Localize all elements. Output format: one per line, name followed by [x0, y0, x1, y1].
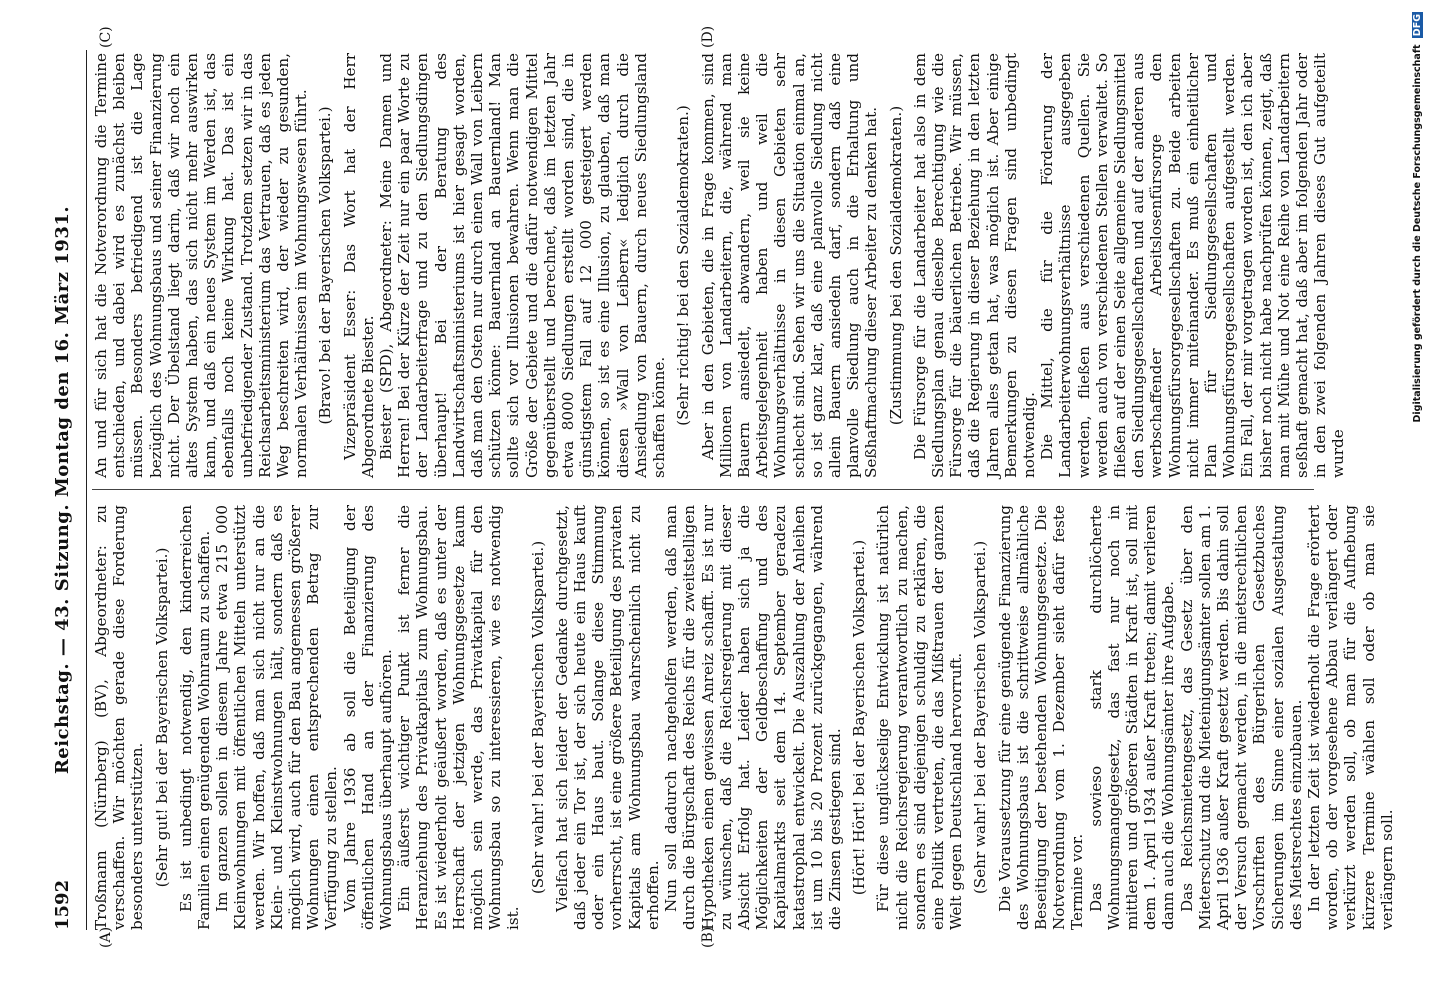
paragraph: Vielfach hat sich leider der Gedanke durchgesetzt, daß jeder ein Tor ist, der sich heute ein Haus kauft oder ein Haus baut. Solange diese Stimmung vorherrscht, ist eine größere Beteiligung des privaten Kapitals am Wohnungsbau wahrscheinlich nicht zu erhoffen. — [552, 505, 662, 930]
interjection: (Sehr wahr! bei der Bayerischen Volkspartei.) — [528, 540, 547, 895]
paragraph: In der letzten Zeit ist wiederholt die Frage erörtert worden, ob der vorgesehene Abbau verlängert oder verkürzt werden soll, ob man für die Aufhebung kürzere Termine wählen soll oder ob man sie verlängern soll. — [1305, 505, 1396, 930]
page-header — [52, 50, 78, 930]
margin-mark-a: (A) — [98, 926, 114, 948]
paragraph: Vom Jahre 1936 ab soll die Beteiligung der öffentlichen Hand an der Finanzierung des Wohnungsbaus überhaupt aufhören. — [340, 505, 396, 930]
margin-mark-b: (B) — [700, 926, 716, 948]
paragraph: Ein äußerst wichtiger Punkt ist ferner die Heranziehung des Privatkapitals zum Wohnungsbau. Es ist wiederholt geäußert worden, daß es unter der Herrschaft der jetzigen Wohnungsgesetze kaum möglich sein werde, das Privatkapital für den Wohnungsbau so zu interessieren, wie es notwendig ist. — [395, 505, 523, 930]
margin-mark-d: (D) — [700, 25, 716, 48]
paragraph: Die Mittel, die für die Förderung der Landarbeiterwohnungsverhältnisse ausgegeben werden, fließen aus verschiedenen Quellen. Sie werden auch von verschiedenen Stellen verwaltet. So fließen auf der einen Seite allgemeine Siedlungsmittel den Siedlungsgesellschaften und auf der anderen aus werbschaffender Arbeitslosenfürsorge den Wohnungsfürsorgegesellschaften zu. Beide arbeiten nicht immer miteinander. Es muß ein einheitlicher Plan für Siedlungsgesellschaften und Wohnungsfürsorgegesellschaften aufgestellt werden. Ein Fall, der mir vorgetragen worden ist, den ich aber bisher noch nicht habe nachprüfen können, zeigt, daß man mit Mühe und Not eine Reihe von Landarbeitern seßhaft gemacht hat, daß aber im folgenden Jahr oder in den zwei folgenden Jahren dieses Gut aufgeteilt wurde — [1038, 53, 1348, 478]
header-rule — [86, 50, 87, 930]
page-number: 1592 — [52, 879, 73, 930]
digitization-note — [1412, 12, 1426, 986]
paragraph: Aber in den Gebieten, die in Frage kommen, sind Millionen von Landarbeitern, die, während man Bauern ansiedelt, abwandern, weil sie keine Arbeitsgelegenheit haben und weil die Wohnungsverhältnisse in diesen Gebieten sehr schlecht sind. Sehen wir uns die Situation einmal an, so ist ganz klar, daß eine planvolle Siedlung nicht allein Bauern ansiedeln darf, sondern daß eine planvolle Siedlung auch in die Erhaltung und Seßhaftmachung dieser Arbeiter zu denken hat. — [698, 53, 881, 478]
interjection: (Sehr wahr! bei der Bayerischen Volkspartei.) — [971, 540, 990, 895]
paragraph: Nun soll dadurch nachgeholfen werden, daß man durch die Bürgschaft des Reichs für die zweitstelligen Hypotheken einen gewissen Anreiz schafft. Es ist nur zu wünschen, daß die Reichsregierung mit dieser Absicht Erfolg hat. Leider haben sich ja die Möglichkeiten der Geldbeschaffung und des Kapitalmarkts seit dem 14. September geradezu katastrophal entwickelt. Die Auszahlung der Anleihen ist um 10 bis 20 Prozent zurückgegangen, während die Zinsen gestiegen sind. — [662, 505, 844, 930]
paragraph: An und für sich hat die Notverordnung die Termine entschieden, und dabei wird es zunächst bleiben müssen. Besonders befriedigend ist die Lage bezüglich des Wohnungsbaus und seiner Finanzierung nicht. Der Übelstand liegt darin, daß wir noch ein altes System haben, das sich nicht mehr auswirken kann, und daß ein neues System im Werden ist, das ebenfalls noch keine Wirkung hat. Das ist ein unbefriedigender Zustand. Trotzdem setzen wir in das Reichsarbeitsministerium das Vertrauen, daß es jeden Weg beschreiten wird, der wieder zu gesunden, normalen Verhältnissen im Wohnungswesen führt. — [92, 53, 311, 478]
paragraph: Für diese unglückselige Entwicklung ist natürlich nicht die Reichsregierung verantwortlich zu machen, sondern es sind diejenigen schuldig zu erklären, die eine Politik vertreten, die das Mißtrauen der ganzen Welt gegen Deutschland hervorruft. — [874, 505, 966, 930]
interjection: (Zustimmung bei den Sozialdemokraten.) — [886, 105, 905, 426]
paragraph: Die Voraussetzung für eine genügende Finanzierung des Wohnungsbaus ist die schrittweise allmähliche Beseitigung der bestehenden Wohnungsgesetze. Die Notverordnung vom 1. Dezember sieht dafür feste Termine vor. — [995, 505, 1087, 930]
dfg-logo: DFG — [1412, 14, 1423, 37]
interjection: (Sehr richtig! bei den Sozialdemokraten.) — [674, 105, 693, 426]
page-title: Reichstag. — 43. Sitzung. Montag den 16. März 1931. — [52, 205, 73, 775]
interjection: (Bravo! bei der Bayerischen Volkspartei.) — [316, 106, 335, 425]
column-divider — [92, 489, 1314, 490]
paragraph: Es ist unbedingt notwendig, den kinderreichen Familien einen genügenden Wohnraum zu schaffen. — [176, 505, 214, 930]
left-column — [92, 505, 1396, 930]
margin-mark-c: (C) — [98, 26, 114, 48]
interjection: (Sehr gut! bei der Bayerischen Volkspartei.) — [152, 547, 171, 888]
digitization-text: Digitalisierung gefördert durch die Deutsche Forschungsgemeinschaft — [1412, 44, 1423, 423]
interjection: (Hört! Hört! bei der Bayerischen Volkspartei.) — [850, 539, 869, 896]
paragraph: Troßmann (Nürnberg) (BV), Abgeordneter: zu verschaffen. Wir möchten gerade diese Forderung besonders unterstützen. — [92, 505, 147, 930]
paragraph: Das sowieso stark durchlöcherte Wohnungsmangelgesetz, das fast nur noch in mittleren und größeren Städten in Kraft ist, soll mit dem 1. April 1934 außer Kraft treten; damit verlieren dann auch die Wohnungsämter ihre Aufgabe. — [1086, 505, 1178, 930]
paragraph: Im ganzen sollen in diesem Jahre etwa 215 000 Kleinwohnungen mit öffentlichen Mitteln unterstützt werden. Wir hoffen, daß man sich nicht nur an die Klein- und Kleinstwohnungen hält, sondern daß es möglich wird, auch für den Bau angemessen größerer Wohnungen einen entsprechenden Betrag zur Verfügung zu stellen. — [213, 505, 341, 930]
right-column — [92, 53, 1348, 478]
paragraph: Die Fürsorge für die Landarbeiter hat also in dem Siedlungsplan genau dieselbe Berechtigung wie die Fürsorge für die bäuerlichen Betriebe. Wir müssen, daß die Regierung in dieser Beziehung in den letzten Jahren alles getan hat, was möglich ist. Aber einige Bemerkungen zu diesen Fragen sind unbedingt notwendig. — [910, 53, 1038, 478]
paragraph: Biester (SPD), Abgeordneter: Meine Damen und Herren! Bei der Kürze der Zeit nur ein paar Worte zu der Landarbeiterfrage und zu den Siedlungsdingen überhaupt! Bei der Beratung des Landwirtschaftsministeriums ist hier gesagt worden, daß man den Osten nur durch einen Wall von Leibern schützen könne: Bauernland an Bauernland! Man sollte sich vor Illusionen bewahren. Wenn man die Größe der Gebiete und die dafür notwendigen Mittel gegenüberstellt und berechnet, daß im letzten Jahr etwa 8000 Siedlungen erstellt worden sind, die in günstigstem Fall auf 12 000 gesteigert werden können, so ist es eine Illusion, zu glauben, daß man diesen »Wall von Leibern« lediglich durch die Ansiedlung von Bauern, durch neues Siedlungsland schaffen könne. — [377, 53, 669, 478]
paragraph: Das Reichsmietengesetz, das Gesetz über den Mieterschutz und die Mieteinigungsämter sollen am 1. April 1936 außer Kraft gesetzt werden. Bis dahin soll der Versuch gemacht werden, in die mietsrechtlichen Vorschriften des Bürgerlichen Gesetzbuches Sicherungen im Sinne einer sozialen Ausgestaltung des Mietsrechtes einzubauen. — [1177, 505, 1305, 930]
paragraph: Vizepräsident Esser: Das Wort hat der Herr Abgeordnete Biester. — [340, 53, 377, 478]
